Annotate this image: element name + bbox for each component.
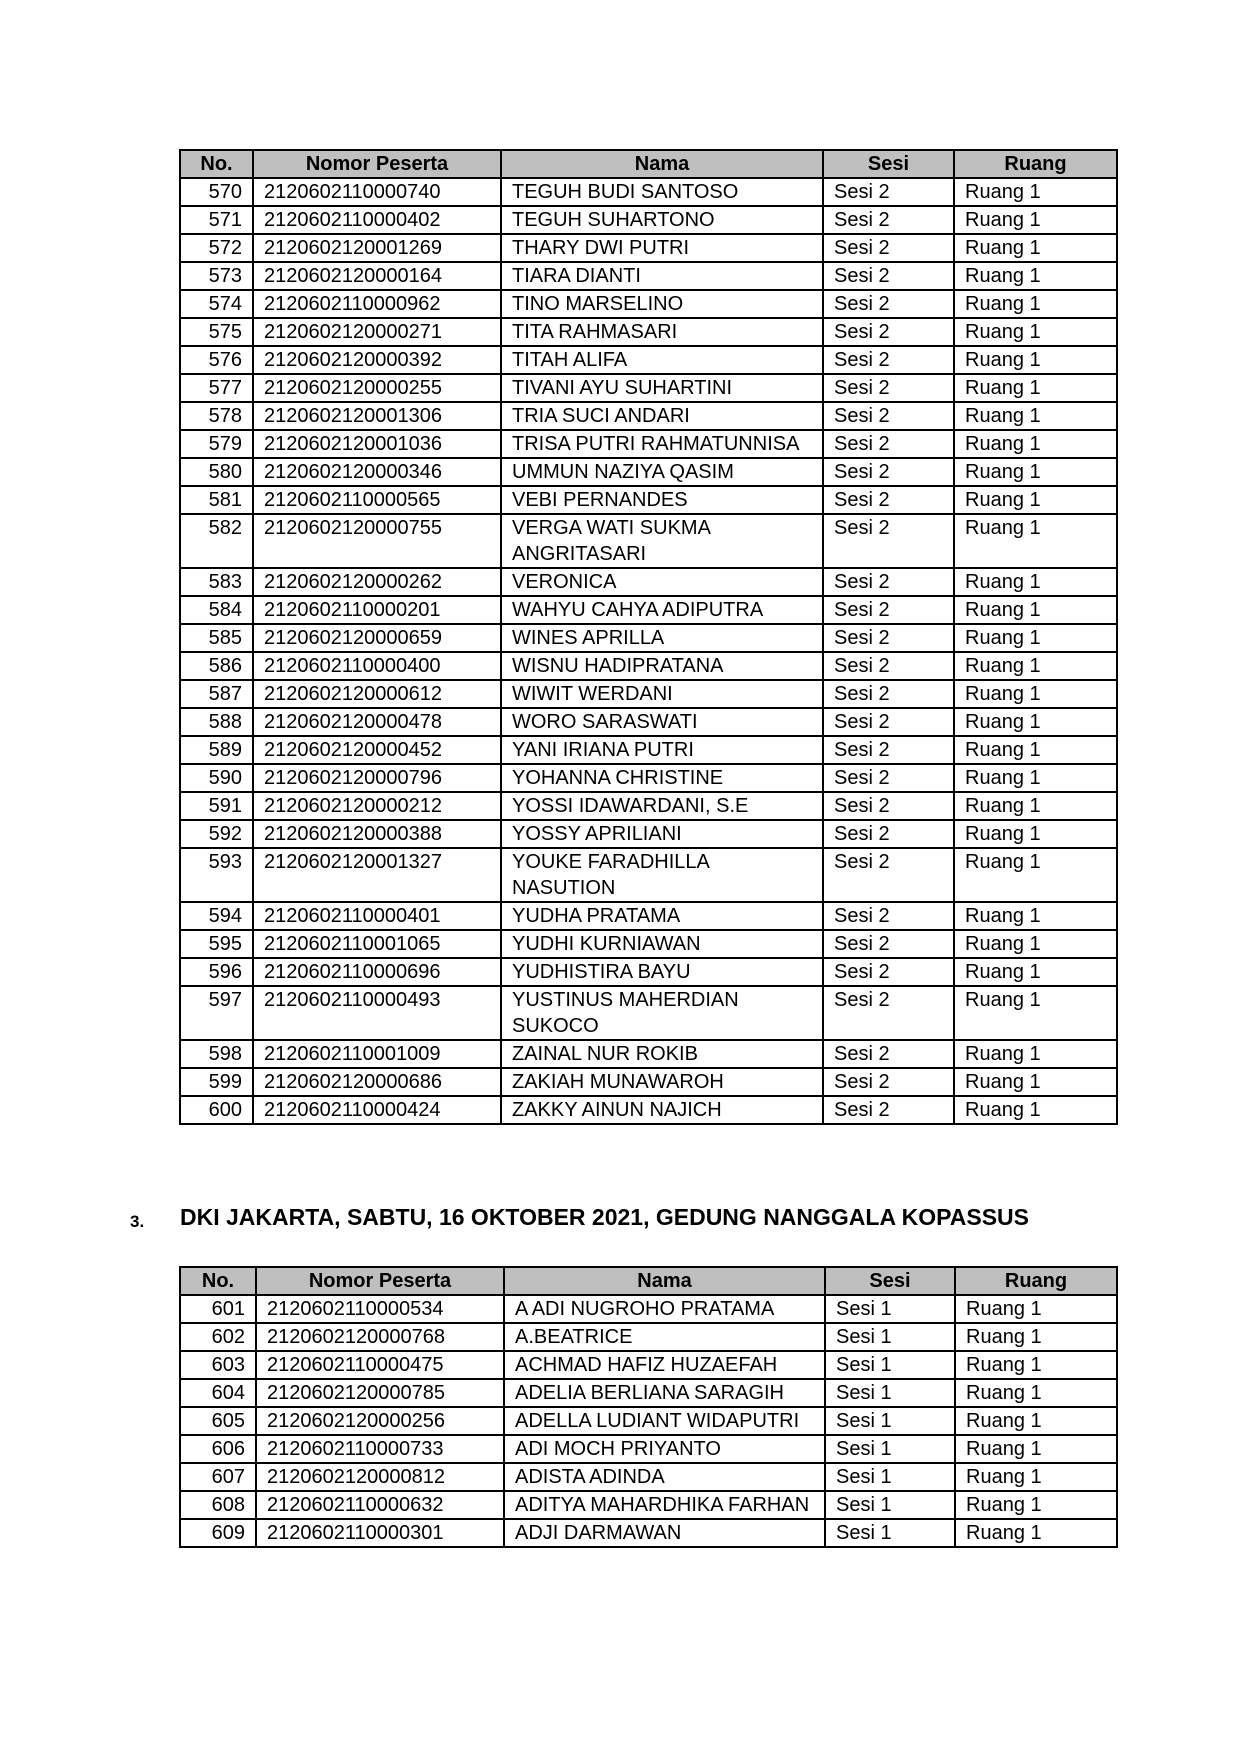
cell-nama: YUSTINUS MAHERDIAN SUKOCO xyxy=(501,986,823,1040)
table-row xyxy=(180,652,1117,680)
cell-nama: TRISA PUTRI RAHMATUNNISA xyxy=(501,430,823,458)
cell-nama: YUDHA PRATAMA xyxy=(501,902,823,930)
cell-nama: VEBI PERNANDES xyxy=(501,486,823,514)
table-row xyxy=(180,1096,1117,1124)
cell-no: 571 xyxy=(180,206,253,234)
cell-nomor-peserta: 2120602120000271 xyxy=(253,318,501,346)
cell-nama: TEGUH BUDI SANTOSO xyxy=(501,178,823,206)
table-row xyxy=(180,1295,1117,1323)
cell-ruang: Ruang 1 xyxy=(954,430,1117,458)
cell-sesi: Sesi 1 xyxy=(825,1379,955,1407)
cell-nomor-peserta: 2120602120001269 xyxy=(253,234,501,262)
section-title: DKI JAKARTA, SABTU, 16 OKTOBER 2021, GEDUNG NANGGALA KOPASSUS xyxy=(180,1204,1029,1230)
cell-sesi: Sesi 2 xyxy=(823,402,954,430)
cell-nama: ADJI DARMAWAN xyxy=(504,1519,825,1547)
cell-ruang: Ruang 1 xyxy=(955,1463,1117,1491)
table-row xyxy=(180,430,1117,458)
cell-nama: TIVANI AYU SUHARTINI xyxy=(501,374,823,402)
cell-no: 594 xyxy=(180,902,253,930)
cell-sesi: Sesi 2 xyxy=(823,652,954,680)
cell-sesi: Sesi 2 xyxy=(823,958,954,986)
cell-ruang: Ruang 1 xyxy=(954,680,1117,708)
cell-sesi: Sesi 2 xyxy=(823,206,954,234)
cell-nama: WINES APRILLA xyxy=(501,624,823,652)
cell-nomor-peserta: 2120602110001009 xyxy=(253,1040,501,1068)
cell-ruang: Ruang 1 xyxy=(954,986,1117,1040)
cell-no: 583 xyxy=(180,568,253,596)
table-row xyxy=(180,792,1117,820)
cell-ruang: Ruang 1 xyxy=(955,1295,1117,1323)
cell-sesi: Sesi 1 xyxy=(825,1519,955,1547)
cell-no: 580 xyxy=(180,458,253,486)
cell-no: 593 xyxy=(180,848,253,902)
cell-nomor-peserta: 2120602110000962 xyxy=(253,290,501,318)
cell-no: 574 xyxy=(180,290,253,318)
cell-no: 600 xyxy=(180,1096,253,1124)
cell-nama: ACHMAD HAFIZ HUZAEFAH xyxy=(504,1351,825,1379)
cell-nomor-peserta: 2120602120000346 xyxy=(253,458,501,486)
cell-no: 573 xyxy=(180,262,253,290)
cell-ruang: Ruang 1 xyxy=(954,708,1117,736)
section-heading xyxy=(130,1201,1090,1234)
cell-nomor-peserta: 2120602110000565 xyxy=(253,486,501,514)
cell-nama: TRIA SUCI ANDARI xyxy=(501,402,823,430)
cell-nomor-peserta: 2120602110000402 xyxy=(253,206,501,234)
table-row xyxy=(180,624,1117,652)
table-row xyxy=(180,1463,1117,1491)
table-header-row xyxy=(180,150,1117,178)
cell-ruang: Ruang 1 xyxy=(954,652,1117,680)
cell-sesi: Sesi 2 xyxy=(823,346,954,374)
cell-no: 572 xyxy=(180,234,253,262)
cell-sesi: Sesi 1 xyxy=(825,1435,955,1463)
cell-nama: ZAKKY AINUN NAJICH xyxy=(501,1096,823,1124)
cell-nama: TIARA DIANTI xyxy=(501,262,823,290)
table-row xyxy=(180,1040,1117,1068)
cell-nama: YOSSI IDAWARDANI, S.E xyxy=(501,792,823,820)
cell-ruang: Ruang 1 xyxy=(954,262,1117,290)
cell-nama: UMMUN NAZIYA QASIM xyxy=(501,458,823,486)
cell-nama: THARY DWI PUTRI xyxy=(501,234,823,262)
cell-nomor-peserta: 2120602110000493 xyxy=(253,986,501,1040)
cell-sesi: Sesi 2 xyxy=(823,178,954,206)
cell-sesi: Sesi 2 xyxy=(823,764,954,792)
cell-sesi: Sesi 2 xyxy=(823,568,954,596)
cell-sesi: Sesi 1 xyxy=(825,1323,955,1351)
cell-no: 599 xyxy=(180,1068,253,1096)
cell-no: 575 xyxy=(180,318,253,346)
cell-nama: ADELLA LUDIANT WIDAPUTRI xyxy=(504,1407,825,1435)
cell-nomor-peserta: 2120602120000256 xyxy=(256,1407,504,1435)
cell-sesi: Sesi 2 xyxy=(823,902,954,930)
cell-sesi: Sesi 1 xyxy=(825,1463,955,1491)
cell-nomor-peserta: 2120602120000659 xyxy=(253,624,501,652)
cell-no: 582 xyxy=(180,514,253,568)
cell-no: 607 xyxy=(180,1463,256,1491)
cell-nomor-peserta: 2120602120000262 xyxy=(253,568,501,596)
cell-nama: A.BEATRICE xyxy=(504,1323,825,1351)
cell-no: 591 xyxy=(180,792,253,820)
cell-ruang: Ruang 1 xyxy=(954,596,1117,624)
cell-ruang: Ruang 1 xyxy=(954,624,1117,652)
table-row xyxy=(180,708,1117,736)
cell-nomor-peserta: 2120602120000164 xyxy=(253,262,501,290)
cell-ruang: Ruang 1 xyxy=(954,206,1117,234)
cell-sesi: Sesi 2 xyxy=(823,374,954,402)
cell-nama: YOHANNA CHRISTINE xyxy=(501,764,823,792)
cell-nama: YUDHI KURNIAWAN xyxy=(501,930,823,958)
cell-no: 592 xyxy=(180,820,253,848)
cell-nomor-peserta: 2120602120000812 xyxy=(256,1463,504,1491)
cell-ruang: Ruang 1 xyxy=(954,902,1117,930)
table-row xyxy=(180,374,1117,402)
cell-nama: WAHYU CAHYA ADIPUTRA xyxy=(501,596,823,624)
col-header-no: No. xyxy=(180,1267,256,1295)
cell-nama: YANI IRIANA PUTRI xyxy=(501,736,823,764)
cell-sesi: Sesi 1 xyxy=(825,1491,955,1519)
cell-sesi: Sesi 2 xyxy=(823,820,954,848)
col-header-nama: Nama xyxy=(501,150,823,178)
cell-no: 604 xyxy=(180,1379,256,1407)
cell-ruang: Ruang 1 xyxy=(954,930,1117,958)
table-row xyxy=(180,820,1117,848)
table-row xyxy=(180,848,1117,902)
table-row xyxy=(180,1491,1117,1519)
cell-nomor-peserta: 2120602120001306 xyxy=(253,402,501,430)
cell-sesi: Sesi 2 xyxy=(823,624,954,652)
table-row xyxy=(180,1068,1117,1096)
cell-nama: YOSSY APRILIANI xyxy=(501,820,823,848)
table-row xyxy=(180,764,1117,792)
cell-nama: VERONICA xyxy=(501,568,823,596)
cell-ruang: Ruang 1 xyxy=(954,402,1117,430)
cell-no: 585 xyxy=(180,624,253,652)
participant-table-2 xyxy=(179,1266,1118,1548)
col-header-nomor-peserta: Nomor Peserta xyxy=(253,150,501,178)
cell-sesi: Sesi 2 xyxy=(823,1096,954,1124)
table-row xyxy=(180,262,1117,290)
cell-no: 586 xyxy=(180,652,253,680)
cell-ruang: Ruang 1 xyxy=(955,1519,1117,1547)
cell-nama: YUDHISTIRA BAYU xyxy=(501,958,823,986)
table-row xyxy=(180,1351,1117,1379)
cell-nomor-peserta: 2120602120000785 xyxy=(256,1379,504,1407)
table-header-row xyxy=(180,1267,1117,1295)
table-row xyxy=(180,1435,1117,1463)
cell-no: 605 xyxy=(180,1407,256,1435)
cell-nama: WIWIT WERDANI xyxy=(501,680,823,708)
cell-nama: WORO SARASWATI xyxy=(501,708,823,736)
table-row xyxy=(180,1407,1117,1435)
cell-nama: ZAINAL NUR ROKIB xyxy=(501,1040,823,1068)
cell-no: 595 xyxy=(180,930,253,958)
cell-no: 609 xyxy=(180,1519,256,1547)
cell-ruang: Ruang 1 xyxy=(955,1379,1117,1407)
table-row xyxy=(180,958,1117,986)
table-row xyxy=(180,234,1117,262)
cell-nama: TITA RAHMASARI xyxy=(501,318,823,346)
cell-sesi: Sesi 2 xyxy=(823,708,954,736)
cell-nomor-peserta: 2120602120000796 xyxy=(253,764,501,792)
cell-no: 589 xyxy=(180,736,253,764)
cell-nomor-peserta: 2120602110000740 xyxy=(253,178,501,206)
cell-nomor-peserta: 2120602110000201 xyxy=(253,596,501,624)
cell-nomor-peserta: 2120602110000424 xyxy=(253,1096,501,1124)
cell-no: 581 xyxy=(180,486,253,514)
cell-ruang: Ruang 1 xyxy=(954,1068,1117,1096)
cell-no: 597 xyxy=(180,986,253,1040)
table-row xyxy=(180,1323,1117,1351)
table-row xyxy=(180,178,1117,206)
cell-sesi: Sesi 2 xyxy=(823,930,954,958)
cell-nama: YOUKE FARADHILLA NASUTION xyxy=(501,848,823,902)
cell-sesi: Sesi 2 xyxy=(823,290,954,318)
col-header-nomor-peserta: Nomor Peserta xyxy=(256,1267,504,1295)
cell-nomor-peserta: 2120602120000612 xyxy=(253,680,501,708)
cell-nama: TITAH ALIFA xyxy=(501,346,823,374)
cell-ruang: Ruang 1 xyxy=(955,1435,1117,1463)
cell-nama: A ADI NUGROHO PRATAMA xyxy=(504,1295,825,1323)
cell-nama: TINO MARSELINO xyxy=(501,290,823,318)
cell-no: 584 xyxy=(180,596,253,624)
cell-nomor-peserta: 2120602110000301 xyxy=(256,1519,504,1547)
table-row xyxy=(180,206,1117,234)
table-row xyxy=(180,486,1117,514)
cell-no: 570 xyxy=(180,178,253,206)
cell-nama: ADELIA BERLIANA SARAGIH xyxy=(504,1379,825,1407)
cell-ruang: Ruang 1 xyxy=(954,1040,1117,1068)
cell-nama: ADISTA ADINDA xyxy=(504,1463,825,1491)
cell-ruang: Ruang 1 xyxy=(954,764,1117,792)
cell-no: 577 xyxy=(180,374,253,402)
cell-sesi: Sesi 2 xyxy=(823,486,954,514)
cell-nama: WISNU HADIPRATANA xyxy=(501,652,823,680)
cell-nomor-peserta: 2120602120001036 xyxy=(253,430,501,458)
cell-nomor-peserta: 2120602120000452 xyxy=(253,736,501,764)
cell-sesi: Sesi 2 xyxy=(823,680,954,708)
cell-sesi: Sesi 2 xyxy=(823,234,954,262)
cell-sesi: Sesi 1 xyxy=(825,1351,955,1379)
cell-no: 603 xyxy=(180,1351,256,1379)
cell-no: 590 xyxy=(180,764,253,792)
cell-nama: ZAKIAH MUNAWAROH xyxy=(501,1068,823,1096)
cell-ruang: Ruang 1 xyxy=(954,486,1117,514)
table-row xyxy=(180,402,1117,430)
cell-sesi: Sesi 2 xyxy=(823,430,954,458)
cell-sesi: Sesi 2 xyxy=(823,986,954,1040)
cell-nomor-peserta: 2120602110000475 xyxy=(256,1351,504,1379)
table-row xyxy=(180,290,1117,318)
cell-nomor-peserta: 2120602120000255 xyxy=(253,374,501,402)
cell-sesi: Sesi 2 xyxy=(823,1040,954,1068)
cell-sesi: Sesi 2 xyxy=(823,792,954,820)
cell-ruang: Ruang 1 xyxy=(954,736,1117,764)
cell-no: 596 xyxy=(180,958,253,986)
cell-ruang: Ruang 1 xyxy=(954,178,1117,206)
table-row xyxy=(180,318,1117,346)
col-header-ruang: Ruang xyxy=(955,1267,1117,1295)
cell-no: 602 xyxy=(180,1323,256,1351)
cell-no: 598 xyxy=(180,1040,253,1068)
cell-nomor-peserta: 2120602120000686 xyxy=(253,1068,501,1096)
table-row xyxy=(180,930,1117,958)
cell-ruang: Ruang 1 xyxy=(954,568,1117,596)
cell-nomor-peserta: 2120602120000755 xyxy=(253,514,501,568)
cell-nomor-peserta: 2120602110000400 xyxy=(253,652,501,680)
cell-ruang: Ruang 1 xyxy=(954,458,1117,486)
cell-nomor-peserta: 2120602110000632 xyxy=(256,1491,504,1519)
cell-nomor-peserta: 2120602120000478 xyxy=(253,708,501,736)
cell-sesi: Sesi 2 xyxy=(823,1068,954,1096)
cell-sesi: Sesi 2 xyxy=(823,514,954,568)
cell-sesi: Sesi 2 xyxy=(823,848,954,902)
cell-ruang: Ruang 1 xyxy=(954,234,1117,262)
cell-nomor-peserta: 2120602120000212 xyxy=(253,792,501,820)
table-row xyxy=(180,1379,1117,1407)
col-header-ruang: Ruang xyxy=(954,150,1117,178)
cell-sesi: Sesi 1 xyxy=(825,1295,955,1323)
col-header-nama: Nama xyxy=(504,1267,825,1295)
cell-nomor-peserta: 2120602120000388 xyxy=(253,820,501,848)
cell-nomor-peserta: 2120602120000392 xyxy=(253,346,501,374)
cell-ruang: Ruang 1 xyxy=(955,1323,1117,1351)
cell-sesi: Sesi 2 xyxy=(823,318,954,346)
cell-nomor-peserta: 2120602110000733 xyxy=(256,1435,504,1463)
table-row xyxy=(180,346,1117,374)
participant-table-1 xyxy=(179,149,1118,1125)
cell-sesi: Sesi 2 xyxy=(823,262,954,290)
col-header-sesi: Sesi xyxy=(825,1267,955,1295)
table-row xyxy=(180,736,1117,764)
cell-no: 579 xyxy=(180,430,253,458)
section-number: 3. xyxy=(130,1212,145,1231)
col-header-sesi: Sesi xyxy=(823,150,954,178)
cell-ruang: Ruang 1 xyxy=(955,1351,1117,1379)
cell-ruang: Ruang 1 xyxy=(954,318,1117,346)
cell-no: 587 xyxy=(180,680,253,708)
cell-nama: ADI MOCH PRIYANTO xyxy=(504,1435,825,1463)
cell-ruang: Ruang 1 xyxy=(954,1096,1117,1124)
cell-ruang: Ruang 1 xyxy=(954,820,1117,848)
cell-nomor-peserta: 2120602110001065 xyxy=(253,930,501,958)
cell-nomor-peserta: 2120602120000768 xyxy=(256,1323,504,1351)
table-row xyxy=(180,568,1117,596)
table-row xyxy=(180,514,1117,568)
cell-sesi: Sesi 1 xyxy=(825,1407,955,1435)
cell-nomor-peserta: 2120602110000534 xyxy=(256,1295,504,1323)
cell-nomor-peserta: 2120602120001327 xyxy=(253,848,501,902)
cell-ruang: Ruang 1 xyxy=(954,346,1117,374)
cell-ruang: Ruang 1 xyxy=(954,848,1117,902)
cell-sesi: Sesi 2 xyxy=(823,596,954,624)
table-row xyxy=(180,458,1117,486)
table-row xyxy=(180,986,1117,1040)
cell-no: 601 xyxy=(180,1295,256,1323)
cell-sesi: Sesi 2 xyxy=(823,458,954,486)
cell-nomor-peserta: 2120602110000401 xyxy=(253,902,501,930)
col-header-no: No. xyxy=(180,150,253,178)
cell-no: 576 xyxy=(180,346,253,374)
cell-ruang: Ruang 1 xyxy=(954,958,1117,986)
cell-sesi: Sesi 2 xyxy=(823,736,954,764)
cell-nama: VERGA WATI SUKMA ANGRITASARI xyxy=(501,514,823,568)
cell-ruang: Ruang 1 xyxy=(954,514,1117,568)
table-row xyxy=(180,596,1117,624)
cell-no: 608 xyxy=(180,1491,256,1519)
table-row xyxy=(180,902,1117,930)
table-row xyxy=(180,680,1117,708)
cell-ruang: Ruang 1 xyxy=(954,374,1117,402)
cell-no: 588 xyxy=(180,708,253,736)
cell-ruang: Ruang 1 xyxy=(955,1407,1117,1435)
cell-ruang: Ruang 1 xyxy=(955,1491,1117,1519)
cell-nomor-peserta: 2120602110000696 xyxy=(253,958,501,986)
cell-no: 606 xyxy=(180,1435,256,1463)
cell-ruang: Ruang 1 xyxy=(954,792,1117,820)
cell-nama: ADITYA MAHARDHIKA FARHAN xyxy=(504,1491,825,1519)
cell-nama: TEGUH SUHARTONO xyxy=(501,206,823,234)
table-row xyxy=(180,1519,1117,1547)
cell-ruang: Ruang 1 xyxy=(954,290,1117,318)
cell-no: 578 xyxy=(180,402,253,430)
